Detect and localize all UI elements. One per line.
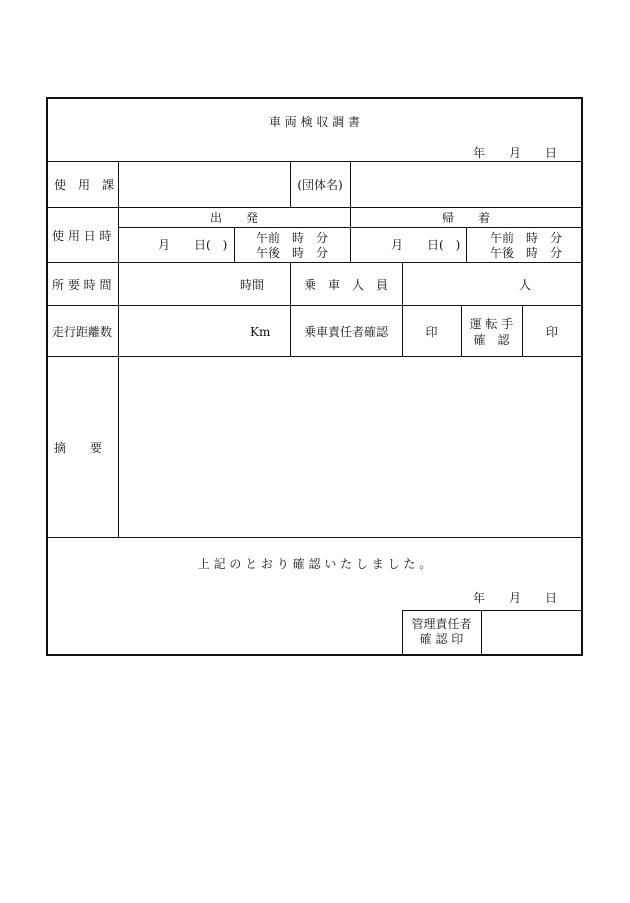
ride-manager-seal: 印 <box>425 325 438 339</box>
ride-manager-label: 乗車責任者確認 <box>303 325 388 339</box>
rule-datetime-bottom <box>47 262 582 263</box>
form-date: 年 月 日 <box>473 146 558 160</box>
duration-unit: 時間 <box>240 278 265 292</box>
manager-seal-box[interactable] <box>482 611 582 655</box>
duration-label: 所 要 時 間 <box>52 278 112 292</box>
manager-label-line1: 管理責任者 <box>411 617 472 631</box>
department-label: 使 用 課 <box>54 178 115 192</box>
distance-label: 走行距離数 <box>52 325 113 339</box>
departure-date: 月 日( ) <box>158 238 228 252</box>
return-time-pm: 午後 時 分 <box>490 246 563 260</box>
confirmation-statement: 上 記 の と お り 確 認 い た し ま し た 。 <box>197 557 432 571</box>
group-name-label: (団体名) <box>297 178 343 192</box>
rule-title-bottom <box>47 161 582 162</box>
return-header: 帰 着 <box>441 211 490 225</box>
return-date: 月 日( ) <box>391 238 461 252</box>
passengers-label: 乗 車 人 員 <box>303 278 388 292</box>
rule-duration-bottom <box>47 305 582 306</box>
rule-dept-bottom <box>47 207 582 208</box>
return-time-am: 午前 時 分 <box>490 231 563 245</box>
footer-date: 年 月 日 <box>473 591 558 605</box>
driver-confirm-line1: 運 転 手 <box>469 317 514 331</box>
rule-ret-date-split <box>466 227 467 262</box>
form-title: 車 両 検 収 調 書 <box>268 115 361 129</box>
rule-passengers-split <box>402 262 403 305</box>
remarks-label: 摘 要 <box>54 441 103 455</box>
passengers-unit: 人 <box>519 278 532 292</box>
distance-unit: Km <box>250 325 271 339</box>
departure-time-am: 午前 時 分 <box>256 231 329 245</box>
rule-remarks-bottom <box>47 537 582 538</box>
manager-label-line2: 確 認 印 <box>419 632 464 646</box>
rule-group-right <box>350 161 351 207</box>
driver-confirm-line2: 確 認 <box>473 333 510 347</box>
rule-mid-column <box>290 262 291 356</box>
rule-dep-date-split <box>234 227 235 262</box>
departure-header: 出 発 <box>209 211 258 225</box>
remarks-field[interactable] <box>119 357 582 537</box>
departure-time-pm: 午後 時 分 <box>256 246 329 260</box>
driver-seal: 印 <box>545 325 558 339</box>
use-date-label: 使 用 日 時 <box>52 229 112 243</box>
